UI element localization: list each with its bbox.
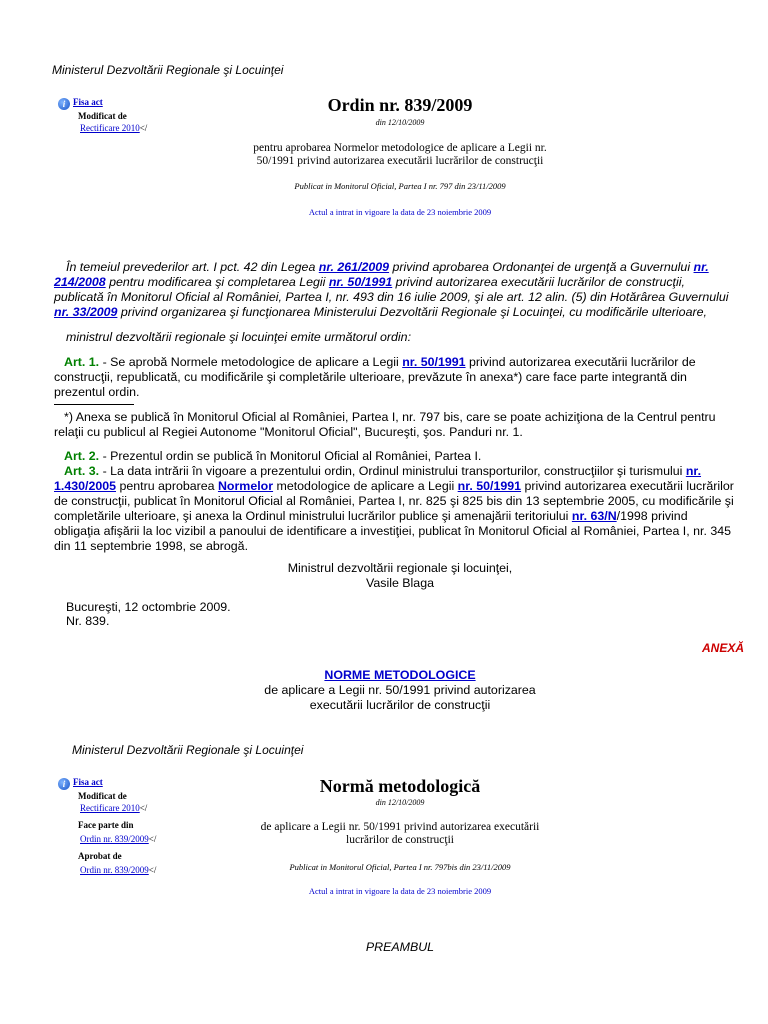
article-3 <box>54 464 734 554</box>
text: pentru aprobarea <box>116 479 218 493</box>
subtitle-line: 50/1991 privind autorizarea executării lucrărilor de construcţii <box>256 155 544 167</box>
law-link[interactable]: nr. 50/1991 <box>402 355 466 369</box>
modificat-de-label: Modificat de <box>78 111 127 121</box>
text: privind autorizarea executării lucrărilor de construcţii, <box>392 275 685 289</box>
act-sidebar <box>58 96 168 134</box>
article-label: Art. 3. <box>64 464 100 478</box>
law-link[interactable]: nr. 33/2009 <box>54 305 118 319</box>
text: din 11 septembrie 1998, se abrogă. <box>54 539 249 553</box>
text: privind aprobarea Ordonanţei de urgenţă a Guvernului <box>389 260 694 274</box>
text: privind autorizarea executării lucrărilor de <box>465 355 696 369</box>
preamble-paragraph <box>54 260 734 320</box>
fisa-act-link[interactable]: Fisa act <box>73 97 103 107</box>
article-2 <box>64 449 481 464</box>
rectificare-link[interactable]: Rectificare 2010 <box>80 803 140 813</box>
subtitle-line: pentru aprobarea Normelor metodologice de aplicare a Legii nr. <box>253 142 547 154</box>
subtitle-line: lucrărilor de construcţii <box>346 834 454 846</box>
fisa-act-link[interactable]: Fisa act <box>73 777 103 787</box>
law-link[interactable]: nr. 50/1991 <box>457 479 522 493</box>
ministry-name: Ministerul Dezvoltării Regionale şi Locuinţei <box>72 743 304 757</box>
text: obligaţia afişării la loc vizibil a panoului de identificare a investiţiei, publicat în Monitorul Oficial al României, Partea I, nr. 345 <box>54 524 732 538</box>
in-force-note: Actul a intrat in vigoare la data de 23 noiembrie 2009 <box>308 207 492 217</box>
signature-title: Ministrul dezvoltării regionale şi locuinţei, <box>287 561 513 575</box>
doc-date: din 12/10/2009 <box>375 118 425 127</box>
text: privind autorizarea executării lucrărilor <box>521 479 734 493</box>
text: de aplicare a Legii nr. 50/1991 privind autorizarea <box>264 683 536 697</box>
law-link[interactable]: nr. 50/1991 <box>328 275 393 289</box>
modificat-de-label: Modificat de <box>78 791 127 801</box>
act-sidebar <box>58 776 188 876</box>
text: publicată în Monitorul Oficial al României, Partea I, nr. 493 din 16 iulie 2009, şi ale art. 12 alin. (5) din Hotărârea Guvernului <box>54 290 729 304</box>
text: - Se aprobă Normele metodologice de aplicare a Legii <box>99 355 403 369</box>
text: /1998 privind <box>616 509 688 523</box>
law-link[interactable]: 214/2008 <box>54 275 106 289</box>
info-icon[interactable]: i <box>58 778 70 790</box>
minister-issues: ministrul dezvoltării regionale şi locuinţei emite următorul ordin: <box>66 330 412 344</box>
footnote-divider <box>54 404 134 405</box>
text: *) Anexa se publică în Monitorul Oficial al României, Partea I, nr. 797 bis, care se poate achiziţiona de la Centrul pentru <box>64 410 716 424</box>
text: construcţii, republicată, cu modificările şi completările ulterioare, prevăzute în anexa*) care face parte integrantă din <box>54 370 687 384</box>
face-parte-label: Face parte din <box>78 820 134 830</box>
page-title: Ordin nr. 839/2009 <box>327 95 473 115</box>
law-link[interactable]: nr. 63/N <box>571 509 617 523</box>
normelor-link[interactable]: Normelor <box>217 479 274 493</box>
text: privind organizarea şi funcţionarea Ministerului Dezvoltării Regionale şi Locuinţei, cu modificările ulterioare, <box>117 305 707 319</box>
ordin-link[interactable]: Ordin nr. 839/2009 <box>80 834 149 844</box>
law-link[interactable]: nr. <box>685 464 702 478</box>
text: relaţii cu publicul al Regiei Autonome "Monitorul Oficial", Bucureşti, şos. Panduri nr. 1. <box>54 425 523 439</box>
link-suffix: </ <box>139 123 148 133</box>
order-number: Nr. 839. <box>66 614 110 628</box>
text: metodologice de aplicare a Legii <box>273 479 458 493</box>
footnote <box>54 410 734 440</box>
text: prezentul ordin. <box>54 385 140 399</box>
link-suffix: </ <box>148 834 157 844</box>
article-label: Art. 1. <box>64 355 100 369</box>
signature-block <box>214 561 586 591</box>
article-label: Art. 2. <box>64 449 100 463</box>
rectificare-link[interactable]: Rectificare 2010 <box>80 123 140 133</box>
ministry-name: Ministerul Dezvoltării Regionale şi Locuinţei <box>52 63 284 77</box>
link-suffix: </ <box>139 803 148 813</box>
text: pentru modificarea şi completarea Legii <box>105 275 329 289</box>
norme-link[interactable]: NORME METODOLOGICE <box>324 668 476 682</box>
info-icon[interactable]: i <box>58 98 70 110</box>
text: de construcţii, publicat în Monitorul Oficial al României, Partea I, nr. 825 şi 825 bis din 13 septembrie 2005, cu modificările şi <box>54 494 734 508</box>
page-title: Normă metodologică <box>319 776 481 796</box>
article-1 <box>54 355 734 400</box>
norme-heading <box>214 668 586 713</box>
doc-subtitle <box>170 821 630 847</box>
text: În temeiul prevederilor art. I pct. 42 din Legea <box>66 260 319 274</box>
signature-name: Vasile Blaga <box>366 576 434 590</box>
text: executării lucrărilor de construcţii <box>309 698 491 712</box>
doc-subtitle <box>170 142 630 168</box>
text: - Prezentul ordin se publică în Monitorul Oficial al României, Partea I. <box>99 449 482 463</box>
fisa-act-row <box>58 96 168 110</box>
anexa-label: ANEXĂ <box>702 641 745 655</box>
law-link[interactable]: nr. 261/2009 <box>318 260 390 274</box>
place-date: Bucureşti, 12 octombrie 2009. <box>66 600 231 614</box>
published-note: Publicat in Monitorul Oficial, Partea I nr. 797 din 23/11/2009 <box>294 181 506 191</box>
law-link[interactable]: nr. <box>693 260 709 274</box>
aprobat-de-label: Aprobat de <box>78 851 122 861</box>
ordin-link[interactable]: Ordin nr. 839/2009 <box>80 865 149 875</box>
law-link[interactable]: 1.430/2005 <box>54 479 117 493</box>
published-note: Publicat in Monitorul Oficial, Partea I nr. 797bis din 23/11/2009 <box>289 862 511 872</box>
subtitle-line: de aplicare a Legii nr. 50/1991 privind autorizarea executării <box>260 821 540 833</box>
doc-date: din 12/10/2009 <box>375 798 425 807</box>
text: - La data intrării în vigoare a prezentului ordin, Ordinul ministrului transporturilor, construcţiilor şi turismului <box>99 464 686 478</box>
in-force-note: Actul a intrat in vigoare la data de 23 noiembrie 2009 <box>308 886 492 896</box>
text: completările ulterioare, şi anexa la Ordinul ministrului lucrărilor publice şi amenajării teritoriului <box>54 509 572 523</box>
link-suffix: </ <box>148 865 157 875</box>
preambul-heading: PREAMBUL <box>365 940 435 954</box>
